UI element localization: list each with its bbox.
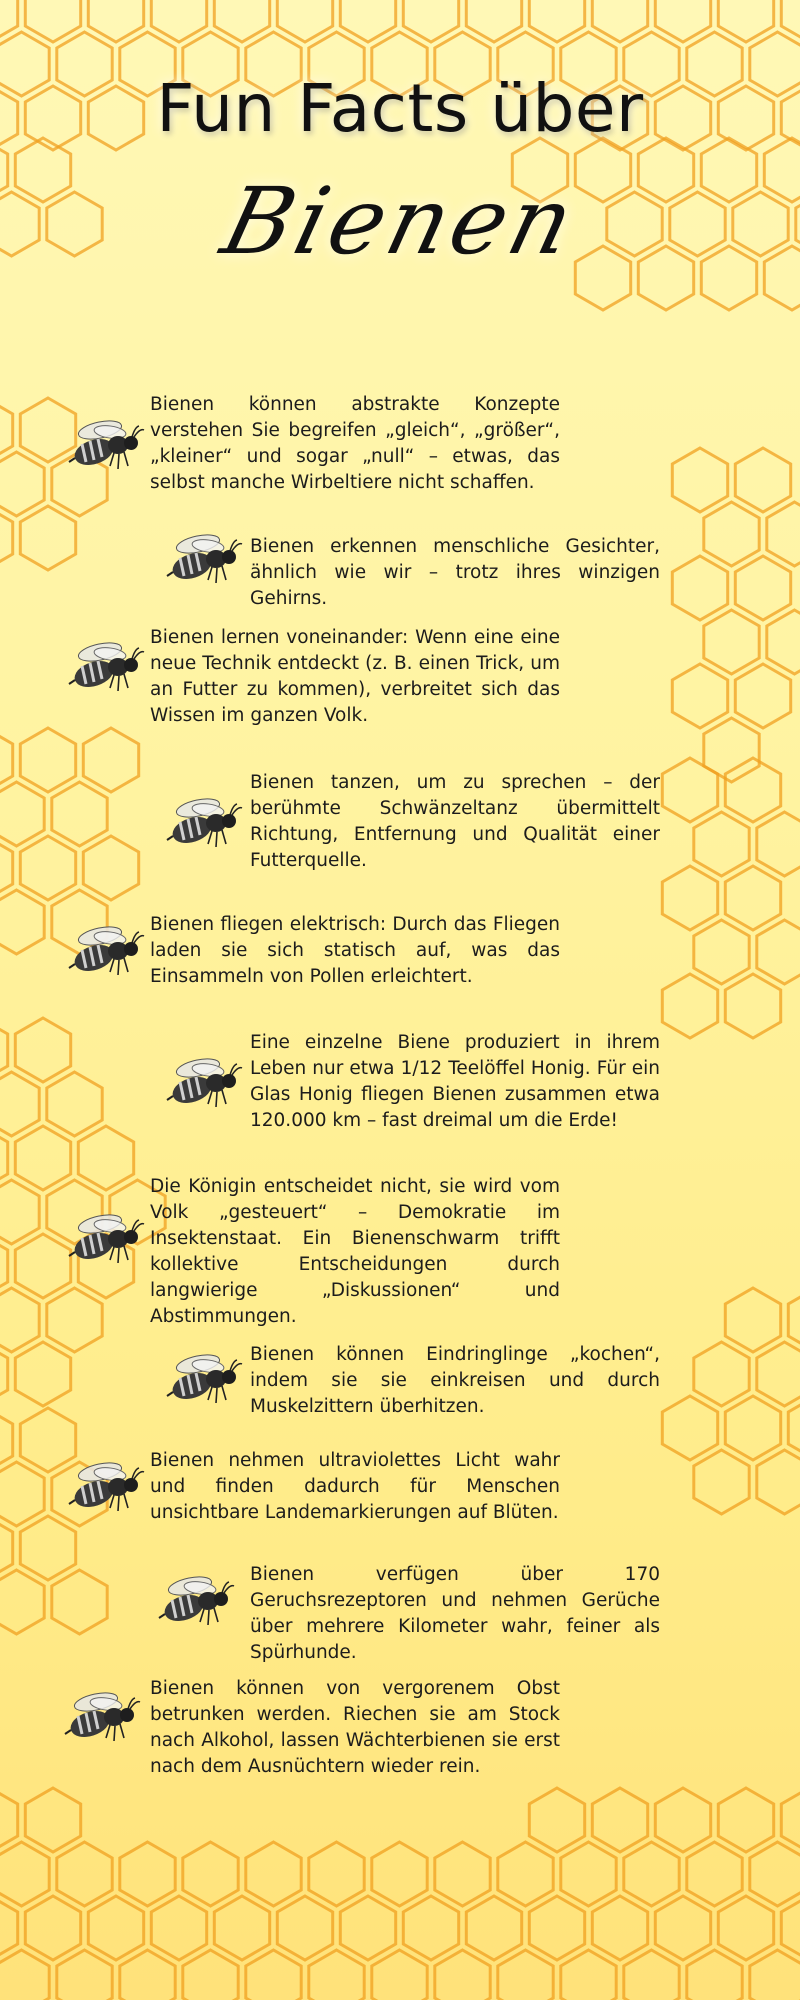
page-subtitle: Bienen bbox=[212, 168, 588, 275]
fact-11: Bienen können von vergorenem Obst betrunken werden. Riechen sie am Stock nach Alkohol, lassen Wächterbienen sie erst nach dem Ausnüchtern wieder rein. bbox=[150, 1678, 560, 1777]
fact-9: Bienen nehmen ultraviolettes Licht wahr und finden dadurch für Menschen unsichtbare Landemarkierungen auf Blüten. bbox=[150, 1450, 560, 1523]
fact-7: Die Königin entscheidet nicht, sie wird vom Volk „gesteuert“ – Demokratie im Insektenstaat. Ein Bienenschwarm trifft kollektive Entscheidungen durch langwierige „Diskussionen“ und Abstimmungen. bbox=[150, 1176, 560, 1327]
fact-3: Bienen lernen voneinander: Wenn eine eine neue Technik entdeckt (z. B. einen Trick, um an Futter zu kommen), verbreitet sich das Wissen im ganzen Volk. bbox=[150, 627, 560, 726]
fact-6: Eine einzelne Biene produziert in ihrem Leben nur etwa 1/12 Teelöffel Honig. Für ein Glas Honig fliegen Bienen zusammen etwa 120.000 km – fast dreimal um die Erde! bbox=[250, 1032, 660, 1131]
bee-icon bbox=[162, 1348, 244, 1412]
fact-8: Bienen können Eindringlinge „kochen“, indem sie sie einkreisen und durch Muskelzittern überhitzen. bbox=[250, 1344, 660, 1417]
bee-icon bbox=[64, 1208, 146, 1272]
bee-icon bbox=[64, 414, 146, 478]
bee-icon bbox=[162, 528, 244, 592]
page-title: Fun Facts über bbox=[156, 70, 644, 147]
fact-2: Bienen erkennen menschliche Gesichter, ähnlich wie wir – trotz ihres winzigen Gehirns. bbox=[250, 536, 660, 609]
bee-icon bbox=[64, 920, 146, 984]
bee-icon bbox=[154, 1570, 236, 1634]
bee-icon bbox=[162, 1052, 244, 1116]
bee-icon bbox=[64, 1456, 146, 1520]
fact-1: Bienen können abstrakte Konzepte verstehen Sie begreifen „gleich“, „größer“, „kleiner“ und sogar „null“ – etwas, das selbst manche Wirbeltiere nicht schaffen. bbox=[150, 394, 560, 493]
bee-icon bbox=[162, 792, 244, 856]
fact-10: Bienen verfügen über 170 Geruchsrezeptoren und nehmen Gerüche über mehrere Kilometer wahr, feiner als Spürhunde. bbox=[250, 1564, 660, 1663]
bee-icon bbox=[60, 1686, 142, 1750]
bee-icon bbox=[64, 636, 146, 700]
fact-5: Bienen fliegen elektrisch: Durch das Fliegen laden sie sich statisch auf, was das Einsammeln von Pollen erleichtert. bbox=[150, 914, 560, 987]
fact-4: Bienen tanzen, um zu sprechen – der berühmte Schwänzeltanz übermittelt Richtung, Entfernung und Qualität einer Futterquelle. bbox=[250, 772, 660, 871]
